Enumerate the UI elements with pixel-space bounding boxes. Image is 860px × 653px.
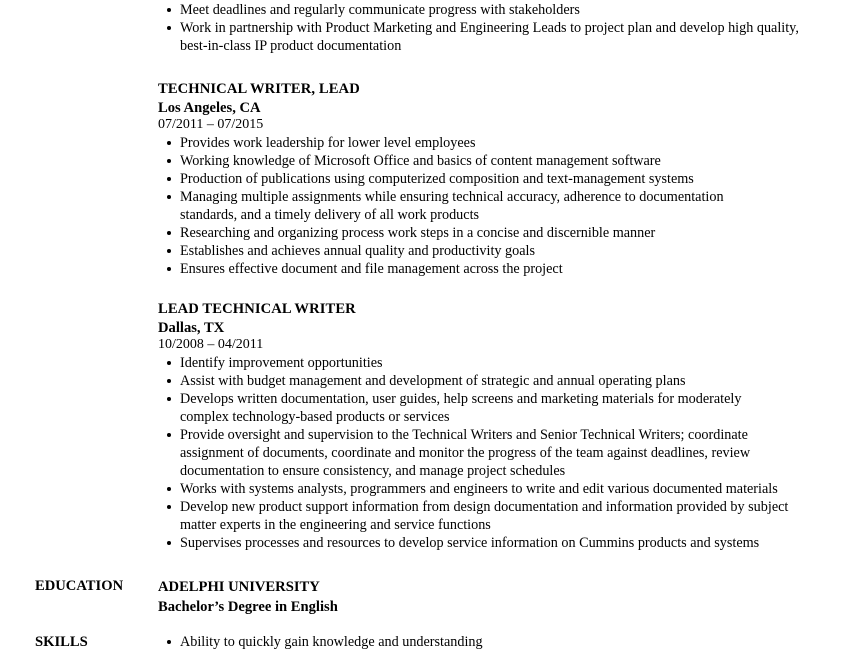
- skills-list: [158, 633, 838, 651]
- list-item: Identify improvement opportunities: [158, 354, 818, 372]
- education-entry: [158, 578, 338, 616]
- list-item: Develop new product support information from design documentation and information provided by subject matter experts in the engineering and service functions: [158, 498, 790, 534]
- list-item: Provide oversight and supervision to the Technical Writers and Senior Technical Writers; coordinate assignment of documents, coordinate and monitor the progress of the team against deadlines, review documentation to ensure consistency, and manage project schedules: [158, 426, 790, 480]
- education-school: ADELPHI UNIVERSITY: [158, 579, 320, 595]
- job-dates: 10/2008 – 04/2011: [158, 337, 264, 352]
- job-entry: [158, 80, 838, 278]
- bullet-list: [158, 354, 818, 552]
- section-label-skills: SKILLS: [35, 634, 88, 650]
- job-title: TECHNICAL WRITER, LEAD: [158, 81, 360, 97]
- list-item: Provides work leadership for lower level employees: [158, 134, 778, 152]
- list-item: Ensures effective document and file management across the project: [158, 260, 778, 278]
- previous-job-bullets: [158, 1, 838, 55]
- job-location: Dallas, TX: [158, 320, 225, 336]
- list-item: Assist with budget management and development of strategic and annual operating plans: [158, 372, 818, 390]
- list-item: Works with systems analysts, programmers and engineers to write and edit various documented materials: [158, 480, 818, 498]
- list-item: Researching and organizing process work steps in a concise and discernible manner: [158, 224, 778, 242]
- job-dates: 07/2011 – 07/2015: [158, 117, 264, 132]
- job-title: LEAD TECHNICAL WRITER: [158, 301, 356, 317]
- education-degree: Bachelor’s Degree in English: [158, 599, 338, 615]
- list-item: Meet deadlines and regularly communicate progress with stakeholders: [158, 1, 838, 19]
- job-entry: [158, 300, 838, 552]
- list-item: Establishes and achieves annual quality and productivity goals: [158, 242, 778, 260]
- job-location: Los Angeles, CA: [158, 100, 261, 116]
- list-item: Develops written documentation, user guides, help screens and marketing materials for moderately complex technology-based products or services: [158, 390, 780, 426]
- list-item: Ability to quickly gain knowledge and understanding: [158, 633, 838, 651]
- list-item: Production of publications using computerized composition and text-management systems: [158, 170, 778, 188]
- bullet-list: [158, 633, 838, 651]
- section-label-education: EDUCATION: [35, 578, 124, 594]
- list-item: Work in partnership with Product Marketing and Engineering Leads to project plan and develop high quality, best-in-class IP product documentation: [158, 19, 820, 55]
- bullet-list: [158, 1, 838, 55]
- list-item: Working knowledge of Microsoft Office and basics of content management software: [158, 152, 778, 170]
- list-item: Supervises processes and resources to develop service information on Cummins products and systems: [158, 534, 818, 552]
- bullet-list: [158, 134, 778, 278]
- list-item: Managing multiple assignments while ensuring technical accuracy, adherence to documentation standards, and a timely delivery of all work products: [158, 188, 778, 224]
